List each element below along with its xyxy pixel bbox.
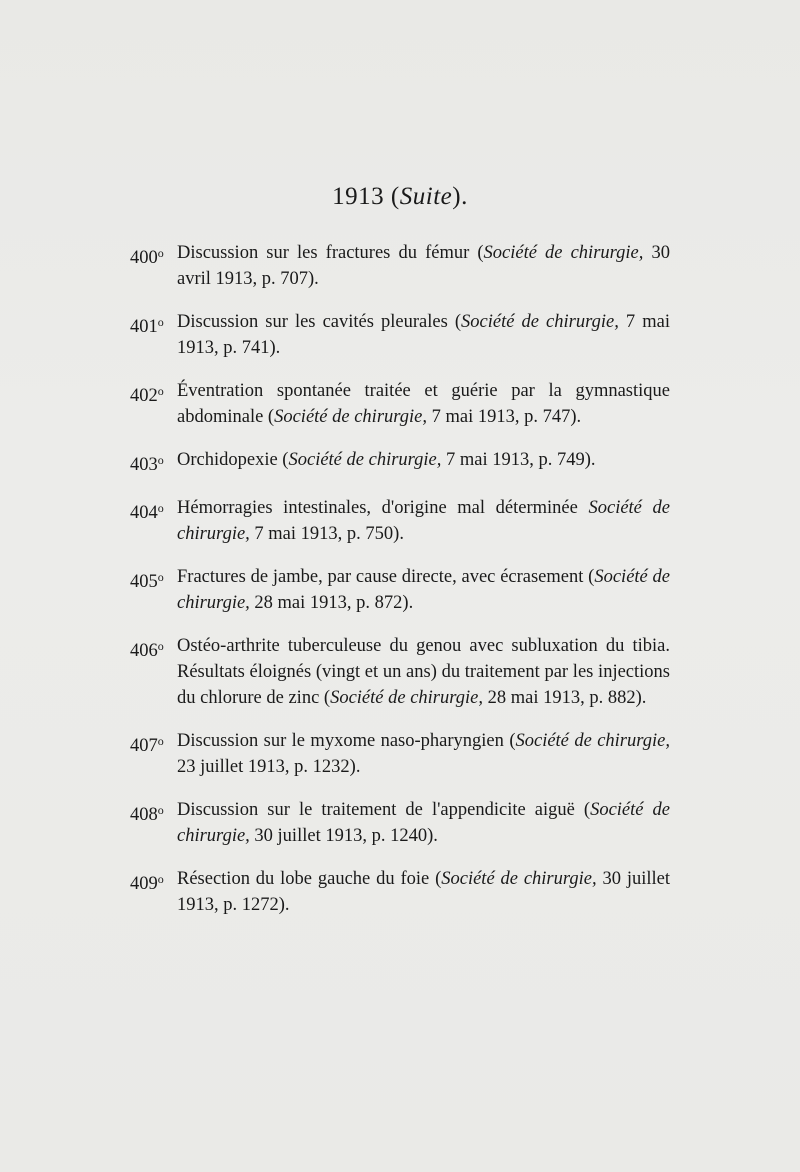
entry-journal: Société de chirurgie,: [330, 688, 483, 708]
entry-number: 403$^o$: [130, 453, 164, 475]
entry-journal: Société de chirurgie,: [177, 567, 671, 613]
section-heading: 1913 (Suite).: [332, 183, 468, 210]
entry-number: 404$^o$: [130, 501, 164, 523]
entry-number: 401$^o$: [130, 315, 164, 337]
list-item: [130, 240, 670, 292]
entry-journal: Société de chirurgie,: [177, 800, 671, 846]
entry-journal: Société de chirurgie,: [274, 407, 428, 427]
entry-journal: Société de chirurgie,: [461, 312, 619, 332]
entry-number: 409$^o$: [130, 872, 164, 894]
list-item: [130, 633, 670, 711]
entry-journal: Société de chirurgie,: [288, 450, 442, 470]
list-item: [130, 728, 670, 780]
entry-text: Discussion sur le traitement de l'appendicite aiguë (Société de chirurgie, 30 juillet 1913, p. 1240).: [177, 800, 671, 846]
list-item: [130, 797, 670, 849]
list-item: [130, 378, 670, 430]
entry-journal: Société de chirurgie,: [177, 498, 670, 544]
entry-number: 402$^o$: [130, 384, 164, 406]
entry-text: Discussion sur les cavités pleurales (Société de chirurgie, 7 mai 1913, p. 741).: [177, 312, 670, 358]
entry-text: Ostéo-arthrite tuberculeuse du genou avec subluxation du tibia. Résultats éloignés (vingt et un ans) du traitement par les injections du chlorure de zinc (Société de chirurgie, 28 mai 1913, p. 882).: [177, 636, 670, 708]
entry-journal: Société de chirurgie,: [441, 869, 597, 889]
entry-text: Hémorragies intestinales, d'origine mal déterminée Société de chirurgie, 7 mai 1913, p. 750).: [177, 498, 670, 544]
entry-text: Orchidopexie (Société de chirurgie, 7 mai 1913, p. 749).: [177, 450, 596, 470]
entry-text: Résection du lobe gauche du foie (Société de chirurgie, 30 juillet 1913, p. 1272).: [177, 869, 670, 915]
entry-text: Éventration spontanée traitée et guérie par la gymnastique abdominale (Société de chirurgie, 7 mai 1913, p. 747).: [177, 381, 670, 427]
list-item: [130, 866, 670, 918]
entry-list: [130, 240, 670, 935]
heading-year: 1913: [332, 183, 385, 210]
entry-journal: Société de chirurgie,: [515, 731, 670, 751]
list-item: [130, 447, 670, 478]
heading-suite: Suite: [399, 183, 453, 210]
entry-text: Discussion sur le myxome naso-pharyngien (Société de chirurgie, 23 juillet 1913, p. 1232).: [177, 731, 670, 777]
entry-number: 408$^o$: [130, 803, 164, 825]
entry-number: 407$^o$: [130, 734, 164, 756]
entry-journal: Société de chirurgie,: [483, 243, 644, 263]
list-item: [130, 309, 670, 361]
entry-number: 400$^o$: [130, 246, 164, 268]
entry-number: 406$^o$: [130, 639, 164, 661]
entry-text: Fractures de jambe, par cause directe, avec écrasement (Société de chirurgie, 28 mai 1913, p. 872).: [177, 567, 671, 613]
entry-text: Discussion sur les fractures du fémur (Société de chirurgie, 30 avril 1913, p. 707).: [177, 243, 670, 289]
entry-number: 405$^o$: [130, 570, 164, 592]
list-item: [130, 564, 670, 616]
list-item: [130, 495, 670, 547]
